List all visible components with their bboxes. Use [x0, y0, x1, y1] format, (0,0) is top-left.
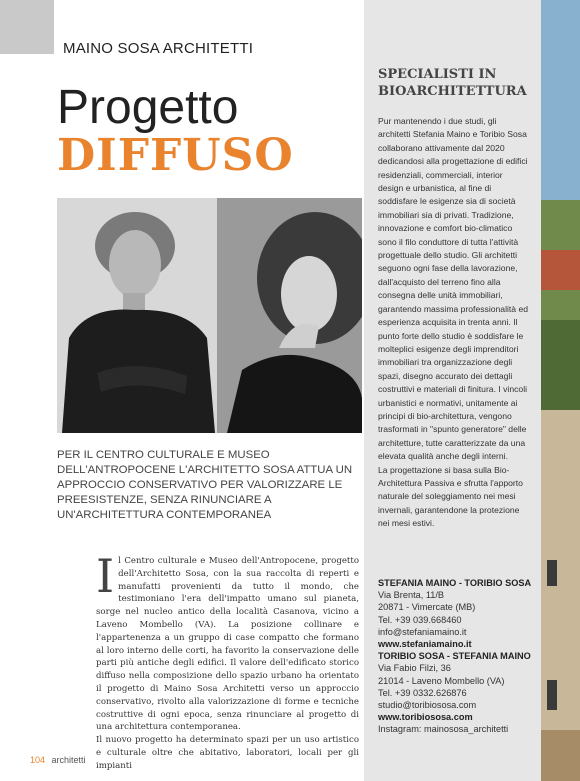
contacts-block — [378, 577, 538, 736]
instagram-handle[interactable]: Instagram: mainososa_architetti — [378, 724, 509, 735]
building-photo-icon — [541, 0, 580, 781]
article-subtitle: PER IL CENTRO CULTURALE E MUSEO DELL'ANTROPOCENE L'ARCHITETTO SOSA ATTUA UN APPROCCIO CONSERVATIVO PER VALORIZZARE LE PREESISTENZE, SENZA RINUNCIARE A UN'ARCHITETTURA CONTEMPORANEA — [57, 449, 353, 521]
title-line2: DIFFUSO — [57, 130, 294, 181]
studio2-name: TORIBIO SOSA - STEFANIA MAINO — [378, 651, 531, 662]
building-photo — [541, 0, 580, 781]
studio2-tel: Tel. +39 0332.626876 — [378, 687, 467, 698]
sidebar-paragraph-1: Pur mantenendo i due studi, gli architetti Stefania Maino e Toribio Sosa collaborano attivamente dal 2020 dedicandosi alla progettazione di edifici residenziali, commerciali, interior design e urbanistica, al fine di soddisfare le esigenze sia di società immobiliari sia di privati. Tradizione, innovazione e comfort bio-climatico sono il filo conduttore di tutta l'attività progettuale dello studio. Gli architetti seguono ogni fase della lavorazione, dall'acquisto del terreno fino alla consegna delle unità immobiliari, garantendo massima professionalità ed esperienza acquisita in trenta anni. Il punto forte dello studio è soddisfare le molteplici esigenze degli imprenditori immobiliari tra organizzazione degli spazi, disegno accurato dei dettagli costruttivi e materiali di finitura. I vincoli urbanistici e normativi, unitamente ai principi di bio-architettura, vengono trasformati in "spunto generatore" delle architetture, tutte caratterizzate da una elevata qualità anche degli interni. — [378, 116, 529, 462]
studio1-web[interactable]: www.stefaniamaino.it — [378, 639, 472, 650]
architects-photo — [57, 198, 362, 433]
portrait-photo-icon — [57, 198, 362, 433]
article-paragraph-1: l Centro culturale e Museo dell'Antropocene, progetto dell'Architetto Sosa, con la sua raccolta di reperti e manufatti provenienti da tutto il mondo, che testimoniano l'era dell'impatto umano sul pianeta, sorge nel nucleo antico della località Casanova, vicino a Laveno Mombello (VA). La posizione collinare e l'appartenenza a un gruppo di case compatto che formano al loro interno delle corti, ha favorito la conservazione delle parti più antiche degli edifici. Il valore dell'edificato storico diffuso nella composizione dello spazio urbano ha orientato il progetto di Maino Sosa Architetti verso un approccio conservativo, rivolto alla valorizzazione di forme e tecniche costruttive di ogni epoca, senza rinunciare al progetto di una architettura contemporanea. — [96, 556, 359, 733]
section-header: MAINO SOSA ARCHITETTI — [63, 40, 254, 57]
studio1-name: STEFANIA MAINO - TORIBIO SOSA — [378, 578, 532, 588]
page-number: 104 — [30, 755, 46, 765]
sidebar-box — [364, 0, 541, 781]
magazine-name: architetti — [51, 755, 86, 765]
sidebar-heading: SPECIALISTI IN BIOARCHITETTURA — [378, 67, 527, 99]
studio1-email[interactable]: info@stefaniamaino.it — [378, 626, 467, 637]
studio2-address: Via Fabio Filzi, 36 — [378, 663, 451, 674]
studio1-tel: Tel. +39 039.668460 — [378, 614, 462, 625]
studio2-city: 21014 - Laveno Mombello (VA) — [378, 675, 505, 686]
sidebar-body — [378, 115, 530, 531]
studio2-email[interactable]: studio@toribiososa.com — [378, 700, 477, 711]
studio1-address: Via Brenta, 11/B — [378, 590, 445, 601]
sidebar-paragraph-2: La progettazione si basa sulla Bio-Architettura Passiva e sfrutta l'apporto naturale del soleggiamento nei mesi invernali, garantendone la protezione nei mesi estivi. — [378, 464, 523, 529]
corner-block — [0, 0, 54, 54]
title-line1: Progetto — [57, 81, 239, 134]
dropcap: I — [96, 549, 115, 603]
article-body — [96, 549, 359, 773]
article-paragraph-2: Il nuovo progetto ha determinato spazi per un uso artistico e culturale oltre che abitativo, laboratori, locali per gli impianti — [96, 735, 359, 771]
studio1-city: 20871 - Vimercate (MB) — [378, 602, 476, 613]
page-footer — [30, 755, 86, 765]
studio2-web[interactable]: www.toribiososa.com — [378, 712, 473, 723]
